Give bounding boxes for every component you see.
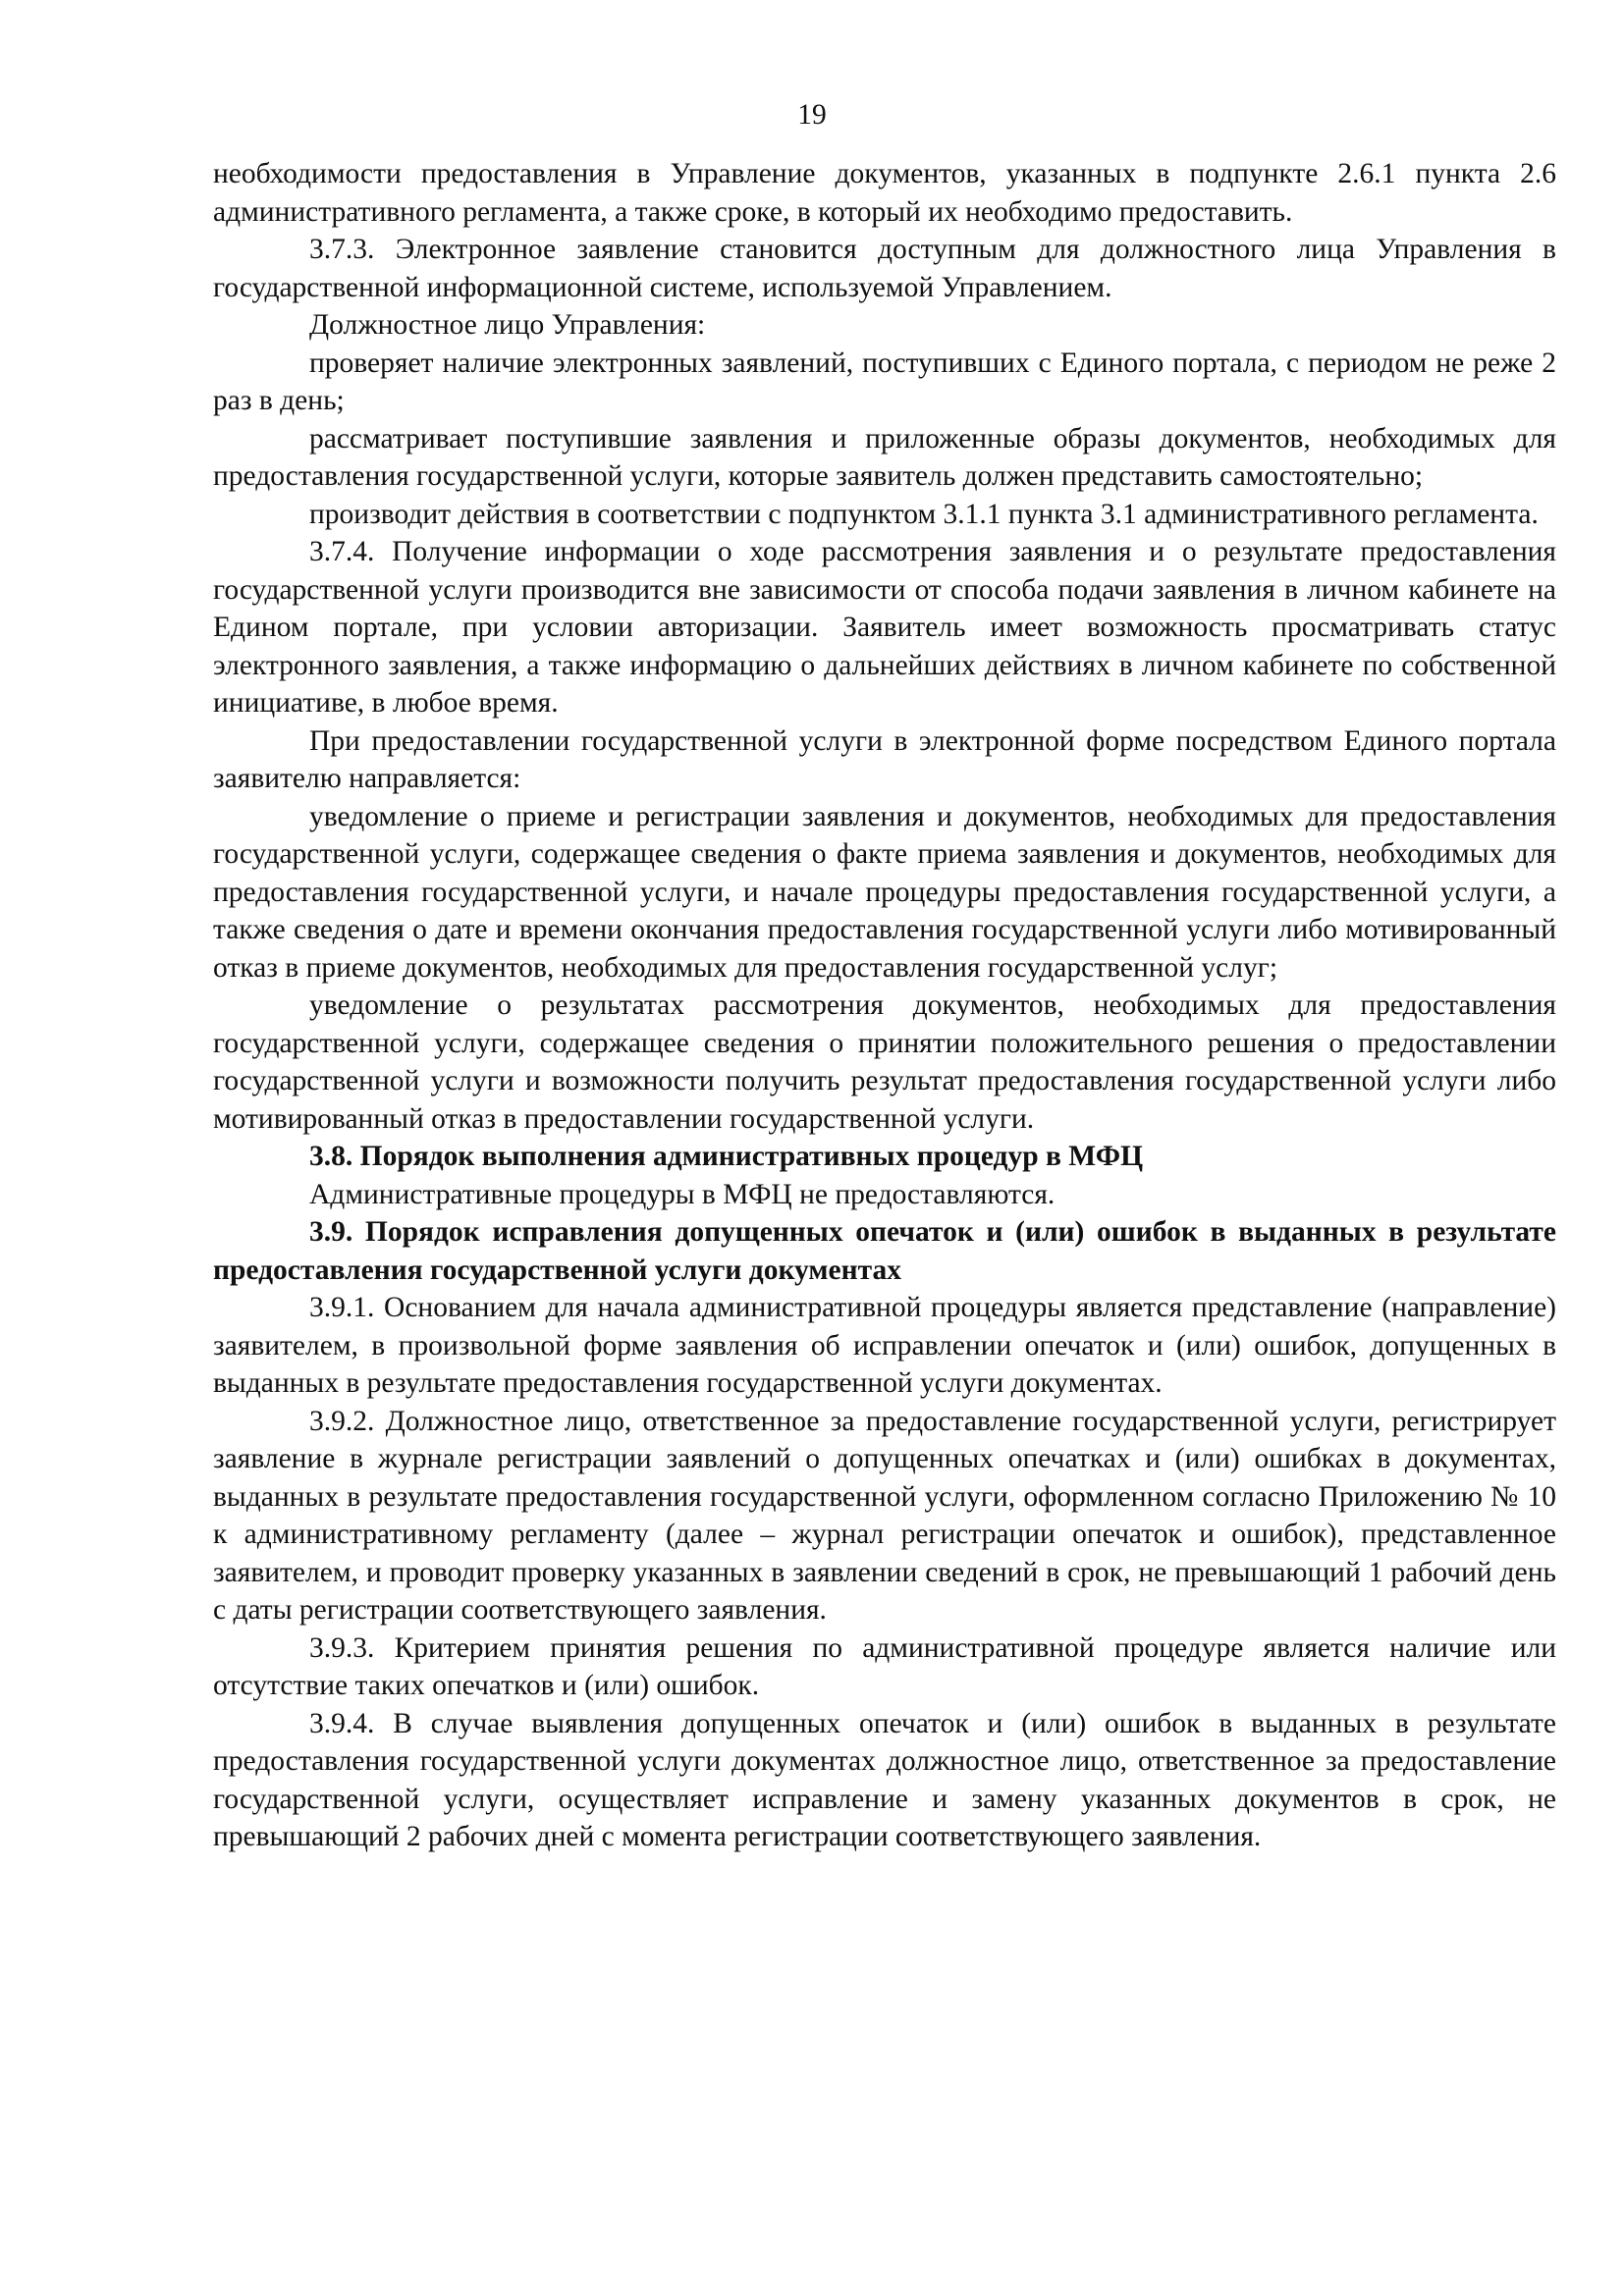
paragraph: Должностное лицо Управления: [309,309,706,341]
page-number: 19 [797,99,827,131]
document-body [213,155,1556,1856]
paragraph: 3.9.3. Критерием принятия решения по административной процедуре является наличие или отсутствие таких опечатков и (или) ошибок. [213,1631,1556,1701]
paragraph: производит действия в соответствии с подпунктом 3.1.1 пункта 3.1 административного регламента. [309,498,1539,530]
paragraph: 3.9.2. Должностное лицо, ответственное за предоставление государственной услуги, регистрирует заявление в журнале регистрации заявлений о допущенных опечатках и (или) ошибках в документах, выданных в результате предоставления государственной услуги, оформленном согласно Приложению № 10 к административному регламенту (далее – журнал регистрации опечаток и ошибок), представленное заявителем, и проводит проверку указанных в заявлении сведений в срок, не превышающий 1 рабочий день с даты регистрации соответствующего заявления. [213,1405,1556,1626]
section-heading: 3.9. Порядок исправления допущенных опечаток и (или) ошибок в выданных в результате предоставления государственной услуги документах [213,1216,1556,1286]
paragraph: проверяет наличие электронных заявлений, поступивших с Единого портала, с периодом не реже 2 раз в день; [213,347,1556,416]
paragraph: уведомление о приеме и регистрации заявления и документов, необходимых для предоставления государственной услуги, содержащее сведения о факте приема заявления и документов, необходимых для предоставления государственной услуги, и начале процедуры предоставления государственной услуги, а также сведения о дате и времени окончания предоставления государственной услуги либо мотивированный отказ в приеме документов, необходимых для предоставления государственной услуг; [213,800,1556,984]
paragraph: 3.9.4. В случае выявления допущенных опечаток и (или) ошибок в выданных в результате предоставления государственной услуги документах должностное лицо, ответственное за предоставление государственной услуги, осуществляет исправление и замену указанных документов в срок, не превышающий 2 рабочих дней с момента регистрации соответствующего заявления. [213,1707,1556,1852]
paragraph: рассматривает поступившие заявления и приложенные образы документов, необходимых для предоставления государственной услуги, которые заявитель должен представить самостоятельно; [213,422,1556,492]
paragraph: 3.7.3. Электронное заявление становится доступным для должностного лица Управления в государственной информационной системе, используемой Управлением. [213,234,1556,303]
paragraph: Административные процедуры в МФЦ не предоставляются. [309,1178,1056,1210]
paragraph: 3.9.1. Основанием для начала административной процедуры является представление (направление) заявителем, в произвольной форме заявления об исправлении опечаток и (или) ошибок, допущенных в выданных в результате предоставления государственной услуги документах. [213,1292,1556,1399]
paragraph: необходимости предоставления в Управление документов, указанных в подпункте 2.6.1 пункта 2.6 административного регламента, а также сроке, в который их необходимо предоставить. [213,158,1556,228]
section-heading: 3.8. Порядок выполнения административных процедур в МФЦ [309,1141,1144,1172]
paragraph: 3.7.4. Получение информации о ходе рассмотрения заявления и о результате предоставления государственной услуги производится вне зависимости от способа подачи заявления в личном кабинете на Едином портале, при условии авторизации. Заявитель имеет возможность просматривать статус электронного заявления, а также информацию о дальнейших действиях в личном кабинете по собственной инициативе, в любое время. [213,536,1556,719]
paragraph: уведомление о результатах рассмотрения документов, необходимых для предоставления государственной услуги, содержащее сведения о принятии положительного решения о предоставлении государственной услуги и возможности получить результат предоставления государственной услуги либо мотивированный отказ в предоставлении государственной услуги. [213,989,1556,1135]
paragraph: При предоставлении государственной услуги в электронной форме посредством Единого портала заявителю направляется: [213,724,1556,794]
